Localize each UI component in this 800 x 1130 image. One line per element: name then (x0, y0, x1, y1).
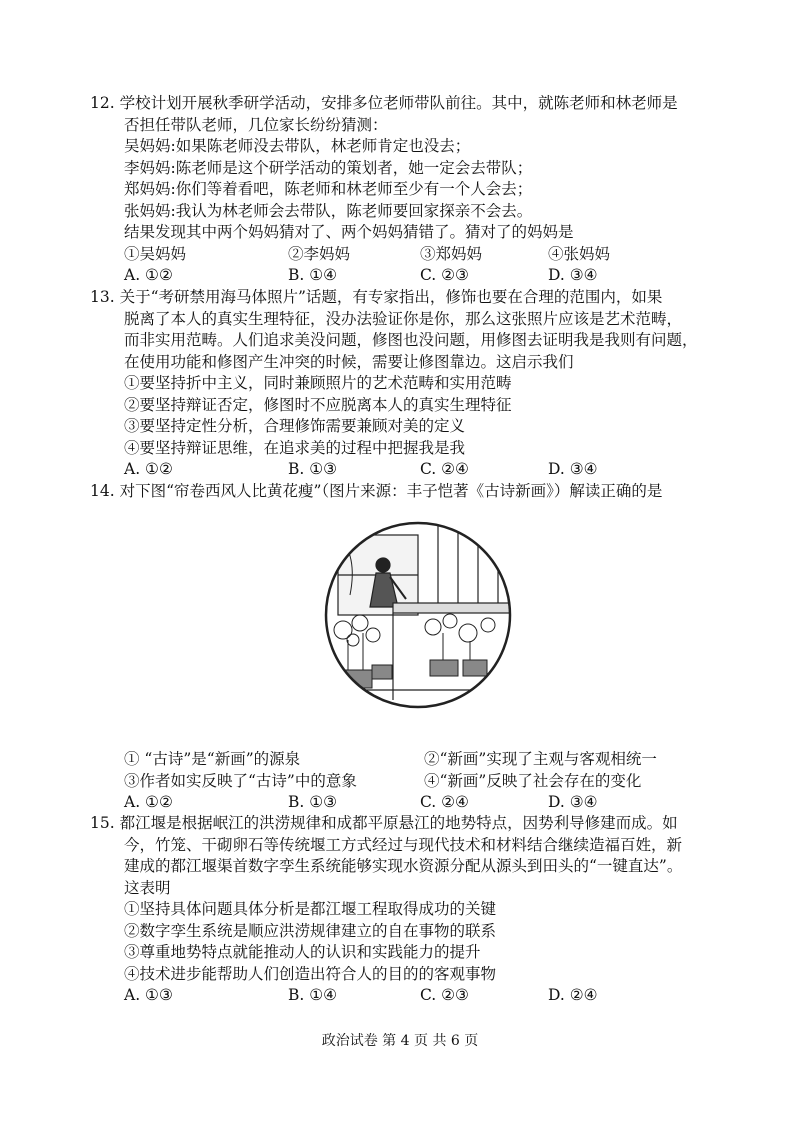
q12-items (90, 244, 730, 266)
q15-option-b[interactable]: B. ①④ (288, 986, 338, 1004)
q15-stem-line-2: 今，竹笼、干砌卵石等传统堰工方式经过与现代技术和材料结合继续造福百姓，新 (124, 835, 683, 854)
q15-option-a[interactable]: A. ①③ (124, 986, 173, 1004)
q15-options (90, 985, 730, 1007)
q12-stem-line-1: 12. 学校计划开展秋季研学活动，安排多位老师带队前往。其中，就陈老师和林老师是 (90, 94, 678, 112)
q15-stem-line-4: 这表明 (124, 878, 171, 897)
q14-options (90, 792, 730, 814)
q13-item-2: ②要坚持辩证否定，修图时不应脱离本人的真实生理特征 (124, 395, 512, 414)
q14-item-3: ③作者如实反映了“古诗”中的意象 (124, 771, 357, 790)
question-14-items (90, 749, 730, 814)
q12-option-d[interactable]: D. ③④ (548, 266, 598, 284)
q13-options (90, 459, 730, 481)
question-15 (90, 813, 730, 1007)
q15-option-d[interactable]: D. ②④ (548, 986, 598, 1004)
q12-conclusion: 结果发现其中两个妈妈猜对了、两个妈妈猜错了。猜对了的妈妈是 (124, 223, 574, 241)
q13-stem-line-4: 在使用功能和修图产生冲突的时候，需要让修图靠边。这启示我们 (124, 352, 574, 371)
q12-option-c[interactable]: C. ②③ (420, 266, 469, 284)
q14-option-c[interactable]: C. ②④ (420, 793, 469, 811)
q15-item-3: ③尊重地势特点就能推动人的认识和实践能力的提升 (124, 943, 481, 961)
q12-item-3: ③郑妈妈 (420, 244, 483, 263)
q14-item-1: ① “古诗”是“新画”的源泉 (124, 750, 301, 768)
q13-stem-line-2: 脱离了本人的真实生理特征，没办法验证你是你，那么这张照片应该是艺术范畴， (124, 309, 683, 328)
q12-stem-line-2: 否担任带队老师，几位家长纷纷猜测： (124, 115, 388, 134)
q12-quote-wu: 吴妈妈:如果陈老师没去带队，林老师肯定也没去； (124, 137, 471, 155)
question-12 (90, 93, 730, 287)
q12-item-2: ②李妈妈 (288, 244, 351, 263)
q12-item-4: ④张妈妈 (548, 244, 611, 263)
q15-stem-line-1: 15. 都江堰是根据岷江的洪涝规律和成都平原悬江的地势特点，因势利导修建而成。如 (90, 814, 678, 832)
q13-option-c[interactable]: C. ②④ (420, 460, 469, 478)
q12-option-b[interactable]: B. ①④ (288, 266, 338, 284)
feng-zikai-painting (318, 515, 518, 740)
q14-item-2: ②“新画”实现了主观与客观相统一 (424, 750, 657, 768)
q13-option-b[interactable]: B. ①③ (288, 460, 338, 478)
q14-option-d[interactable]: D. ③④ (548, 793, 598, 811)
q13-option-d[interactable]: D. ③④ (548, 460, 598, 478)
q14-items-row-2 (90, 771, 730, 793)
q15-option-c[interactable]: C. ②③ (420, 986, 469, 1004)
q12-quote-zheng: 郑妈妈:你们等着看吧，陈老师和林老师至少有一个人会去； (124, 180, 533, 198)
q13-item-1: ①要坚持折中主义，同时兼顾照片的艺术范畴和实用范畴 (124, 374, 512, 392)
q15-stem-line-3: 建成的都江堰渠首数字孪生系统能够实现水资源分配从源头到田头的“一键直达”。 (124, 857, 683, 875)
q13-option-a[interactable]: A. ①② (124, 460, 173, 478)
q13-item-4: ④要坚持辩证思维，在追求美的过程中把握我是我 (124, 438, 466, 457)
q14-option-b[interactable]: B. ①③ (288, 793, 338, 811)
q13-stem-line-1: 13. 关于“考研禁用海马体照片”话题，有专家指出，修饰也要在合理的范围内，如果 (90, 288, 663, 306)
q12-item-1: ①吴妈妈 (124, 244, 187, 263)
q12-options (90, 265, 730, 287)
q14-item-4: ④“新画”反映了社会存在的变化 (424, 771, 642, 790)
q14-option-a[interactable]: A. ①② (124, 793, 173, 811)
q15-item-1: ①坚持具体问题具体分析是都江堰工程取得成功的关键 (124, 900, 497, 918)
q15-item-2: ②数字孪生系统是顺应洪涝规律建立的自在事物的联系 (124, 921, 497, 940)
q15-item-4: ④技术进步能帮助人们创造出符合人的目的的客观事物 (124, 964, 497, 983)
q13-item-3: ③要坚持定性分析，合理修饰需要兼顾对美的定义 (124, 417, 466, 435)
q12-quote-zhang: 张妈妈:我认为林老师会去带队，陈老师要回家探亲不会去。 (124, 201, 533, 220)
q14-items-row-1 (90, 749, 730, 771)
q12-option-a[interactable]: A. ①② (124, 266, 173, 284)
page-footer: 政治试卷 第 4 页 共 6 页 (321, 1033, 479, 1049)
question-14 (90, 481, 730, 503)
question-13 (90, 287, 730, 481)
q14-stem: 14. 对下图“帘卷西风人比黄花瘦”（图片来源：丰子恺著《古诗新画》）解读正确的是 (90, 482, 663, 500)
q13-stem-line-3: 而非实用范畴。人们追求美没问题，修图也没问题，用修图去证明我是我则有问题， (124, 331, 698, 349)
q12-quote-li: 李妈妈:陈老师是这个研学活动的策划者，她一定会去带队； (124, 158, 533, 177)
